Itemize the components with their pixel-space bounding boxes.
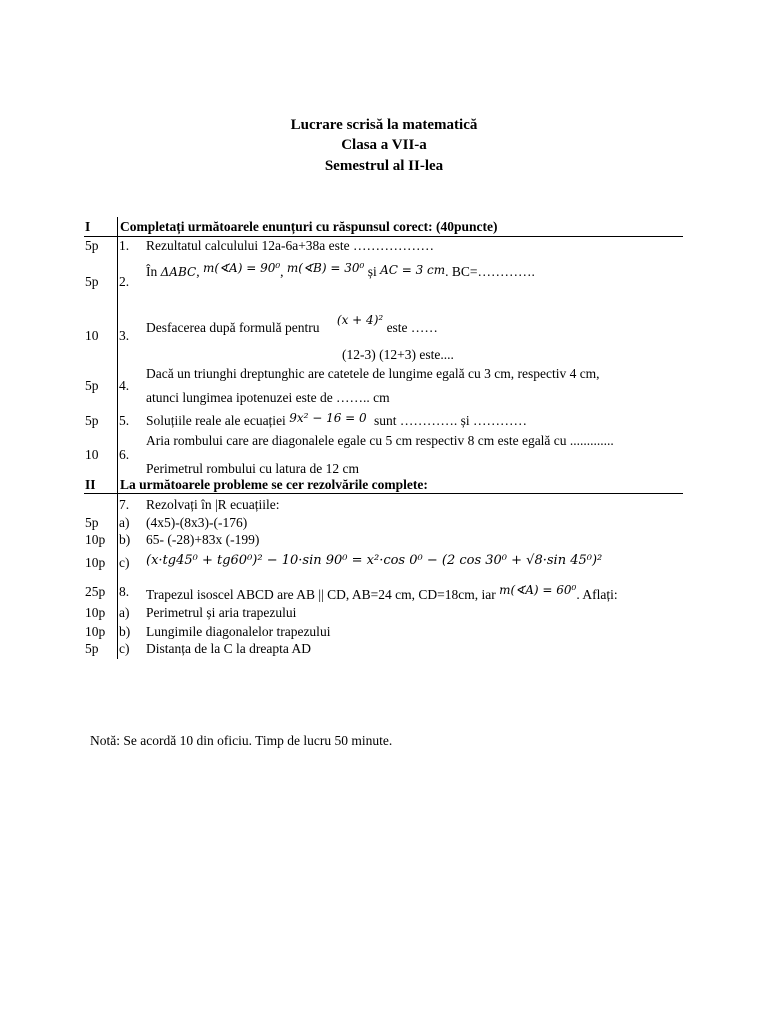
item-2-text (146, 261, 535, 280)
section-2-roman: II (85, 477, 96, 492)
item-5-number: 5. (119, 413, 130, 428)
item-7a-number: a) (119, 515, 130, 530)
item-6-points: 10 (85, 447, 99, 462)
item-2-and: și (367, 264, 377, 279)
item-4-line-2: atunci lungimea ipotenuzei este de …….. cm (146, 390, 390, 405)
item-2-points: 5p (85, 274, 99, 289)
item-2-side: AC = 3 cm (380, 263, 446, 277)
item-7a-text: (4x5)-(8x3)-(-176) (146, 515, 248, 530)
item-8b-points: 10p (85, 624, 106, 639)
section-1-roman: I (85, 219, 91, 234)
item-8a-number: a) (119, 605, 130, 620)
item-5-text (146, 413, 527, 429)
item-8a-points: 10p (85, 605, 106, 620)
section-2-title: La următoarele probleme se cer rezolvările complete: (120, 477, 428, 492)
item-6-number: 6. (119, 447, 130, 462)
section-2-rule (84, 493, 683, 494)
item-8c-number: c) (119, 641, 130, 656)
item-4-number: 4. (119, 378, 130, 393)
item-4-line-1: Dacă un triunghi dreptunghic are catetele de lungime egală cu 3 cm, respectiv 4 cm, (146, 366, 600, 381)
item-3-pre: Desfacerea după formulă pentru (146, 320, 320, 335)
title-line-1: Lucrare scrisă la matematică (290, 117, 478, 133)
item-5-expression: 9x² − 16 = 0 (289, 411, 367, 425)
item-6-line-2: Perimetrul rombului cu latura de 12 cm (146, 461, 359, 476)
item-3-expression: (x + 4)² (336, 313, 384, 327)
item-3-line-2: (12-3) (12+3) este.... (342, 347, 454, 362)
item-7-number: 7. (119, 497, 130, 512)
item-7a-points: 5p (85, 515, 99, 530)
item-2-number: 2. (119, 274, 130, 289)
item-3-points: 10 (85, 328, 99, 343)
item-8c-points: 5p (85, 641, 99, 656)
item-7c-number: c) (119, 555, 130, 570)
item-7b-text: 65- (-28)+83x (-199) (146, 532, 260, 547)
item-5-points: 5p (85, 413, 99, 428)
item-2-post: . BC=…………. (445, 264, 535, 279)
item-8-statement: Trapezul isoscel ABCD are AB || CD, AB=24 cm, CD=18cm, iar (146, 587, 496, 602)
item-7b-points: 10p (85, 532, 106, 547)
item-8-post: . Aflați: (576, 587, 618, 602)
item-2-angle-a: m(∢A) = 90⁰ (202, 261, 281, 275)
item-8-number: 8. (119, 584, 130, 599)
item-4-points: 5p (85, 378, 99, 393)
item-7c-equation: (x·tg45⁰ + tg60⁰)² − 10·sin 90⁰ = x²·cos 0⁰ − (2 cos 30⁰ + √8·sin 45⁰)² (146, 553, 603, 568)
section-1-title: Completați următoarele enunțuri cu răspunsul corect: (40puncte) (120, 219, 498, 234)
item-8-text (146, 583, 618, 603)
column-divider (117, 217, 118, 659)
item-3-post: este …… (386, 320, 438, 335)
item-2-sep-2: , (280, 264, 284, 279)
item-8c-text: Distanța de la C la dreapta AD (146, 641, 311, 656)
footer-note: Notă: Se acordă 10 din oficiu. Timp de lucru 50 minute. (90, 733, 393, 748)
item-3-text (146, 313, 438, 336)
item-1-text: Rezultatul calculului 12a-6a+38a este ……………… (146, 238, 435, 253)
item-8-angle: m(∢A) = 60⁰ (499, 583, 577, 597)
item-8b-number: b) (119, 624, 131, 639)
item-8-points: 25p (85, 584, 106, 599)
item-5-pre: Soluțiile reale ale ecuației (146, 413, 286, 428)
item-7b-number: b) (119, 532, 131, 547)
item-8a-text: Perimetrul și aria trapezului (146, 605, 297, 620)
item-6-line-1: Aria rombului care are diagonalele egale cu 5 cm respectiv 8 cm este egală cu ............. (146, 433, 614, 448)
item-2-sep-1: , (196, 264, 200, 279)
item-1-number: 1. (119, 238, 130, 253)
item-3-number: 3. (119, 328, 130, 343)
item-7-text: Rezolvați în |R ecuațiile: (146, 497, 280, 512)
item-2-angle-b: m(∢B) = 30⁰ (286, 261, 365, 275)
item-5-post: sunt …………. și ………… (374, 413, 528, 428)
title-line-2: Clasa a VII-a (341, 137, 427, 153)
item-1-points: 5p (85, 238, 99, 253)
item-2-pre: În (146, 264, 158, 279)
title-line-3: Semestrul al II-lea (324, 158, 444, 174)
section-1-rule (84, 236, 683, 237)
item-2-triangle: ΔABC (160, 265, 197, 279)
item-8b-text: Lungimile diagonalelor trapezului (146, 624, 331, 639)
item-7c-points: 10p (85, 555, 106, 570)
